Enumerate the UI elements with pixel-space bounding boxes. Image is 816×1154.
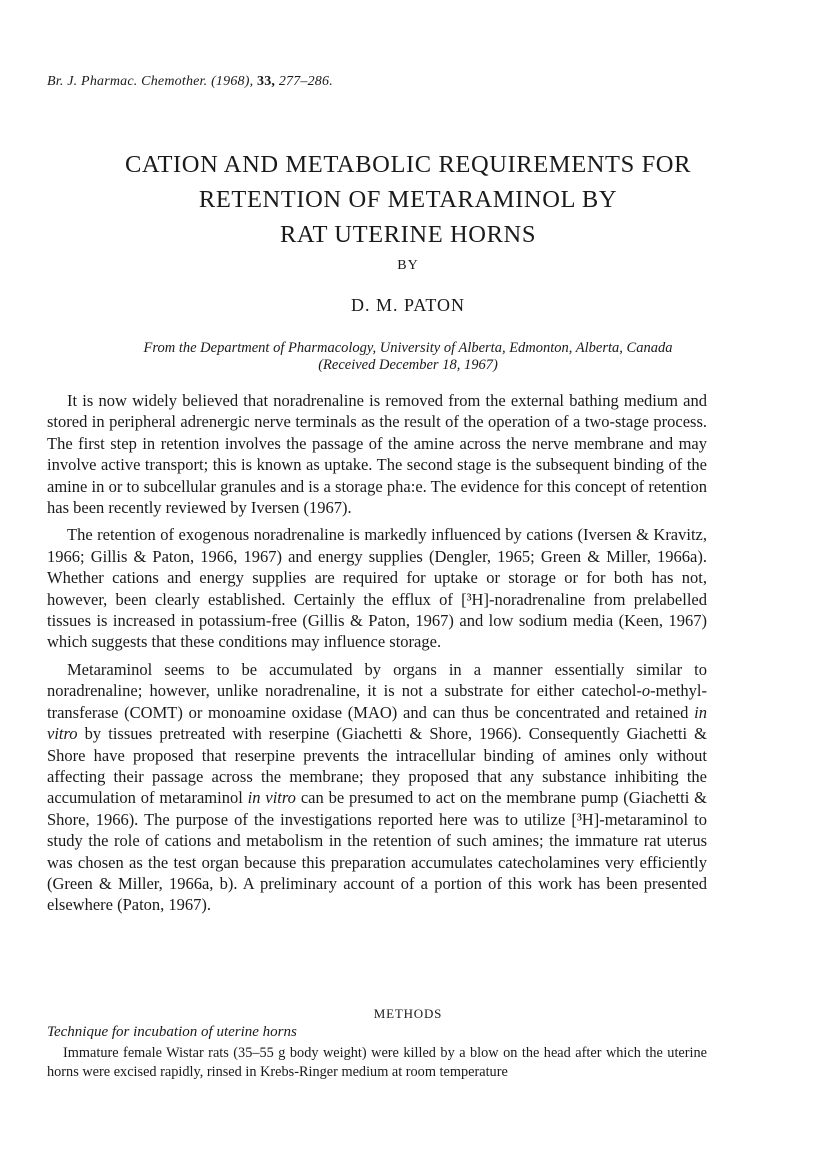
title-line: RETENTION OF METARAMINOL BY (198, 186, 618, 213)
title-line: CATION AND METABOLIC REQUIREMENTS FOR (124, 151, 692, 178)
methods-section (47, 1044, 707, 1081)
affiliation-block (40, 340, 776, 374)
paragraph-2: The retention of exogenous noradrenaline is markedly influenced by cations (Iversen & Kravitz, 1966; Gillis & Paton, 1966, 1967) and energy supplies (Dengler, 1965; Green & Miller, 1966a). Whether cations and energy supplies are required for uptake or storage or for both has not, however, been clearly established. Certainly the efflux of [³H]-noradrenaline from prelabelled tissues is increased in potassium-free (Gillis & Paton, 1967) and low sodium media (Keen, 1967) which suggests that these conditions may influence storage. (47, 525, 707, 652)
methods-paragraph: Immature female Wistar rats (35–55 g body weight) were killed by a blow on the head after which the uterine horns were excised rapidly, rinsed in Krebs-Ringer medium at room temperature (47, 1045, 707, 1080)
received-date: (Received December 18, 1967) (318, 357, 498, 373)
p3-part-b: -methyl-transferase (COMT) or monoamine oxidase (MAO) and can thus be concentrated and retained (47, 681, 707, 722)
methods-subheading: Technique for incubation of uterine horns (47, 1024, 297, 1040)
journal-year: (1968), (211, 74, 254, 89)
journal-citation (47, 74, 333, 90)
article-title (40, 147, 776, 252)
introduction (47, 390, 707, 922)
author-name: D. M. PATON (350, 295, 466, 315)
title-line: RAT UTERINE HORNS (279, 221, 537, 248)
p3-part-a: Metaraminol seems to be accumulated by organs in a manner essentially similar to noradrenaline; however, unlike noradrenaline, it is not a substrate for either catechol- (47, 659, 707, 701)
p3-part-c: by tissues pretreated with reserpine (Giachetti & Shore, 1966). Consequently Giachetti & Shore have proposed that reserpine prevents the intracellular binding of amines only without affecting their passage across the membrane; they proposed that any substance inhibiting the accumulation of metaraminol (47, 724, 707, 808)
p3-part-d: can be presumed to act on the membrane pump (Giachetti & Shore, 1966). The purpose of the investigations reported here was to utilize [³H]-metaraminol to study the role of cations and metabolism in the retention of such amines; the immature rat uterus was chosen as the test organ because this preparation accumulates catecholamines very efficiently (Green & Miller, 1966a, b). A preliminary account of a portion of this work has been presented elsewhere (Paton, 1967). (47, 788, 707, 915)
p3-italic-o: o (641, 681, 651, 701)
methods-heading: METHODS (373, 1006, 443, 1021)
byline-by: BY (397, 258, 419, 273)
paragraph-3 (47, 659, 707, 916)
journal-volume: 33, (257, 74, 276, 89)
journal-pages: 277–286. (278, 74, 333, 89)
paragraph-1: It is now widely believed that noradrenaline is removed from the external bathing medium and stored in peripheral adrenergic nerve terminals as the result of the operation of a two-stage process. The first step in retention involves the passage of the amine across the nerve membrane and may involve active transport; this is known as uptake. The second stage is the subsequent binding of the amine in or to subcellular granules and is a storage pha:e. The evidence for this concept of retention has been recently reviewed by Iversen (1967). (47, 391, 707, 518)
journal-name: Br. J. Pharmac. Chemother. (47, 74, 208, 89)
p3-italic-in-vitro-2: in vitro (247, 788, 296, 808)
p3-italic-in-vitro: in vitro (47, 702, 707, 744)
affiliation: From the Department of Pharmacology, University of Alberta, Edmonton, Alberta, Canada (143, 340, 673, 356)
